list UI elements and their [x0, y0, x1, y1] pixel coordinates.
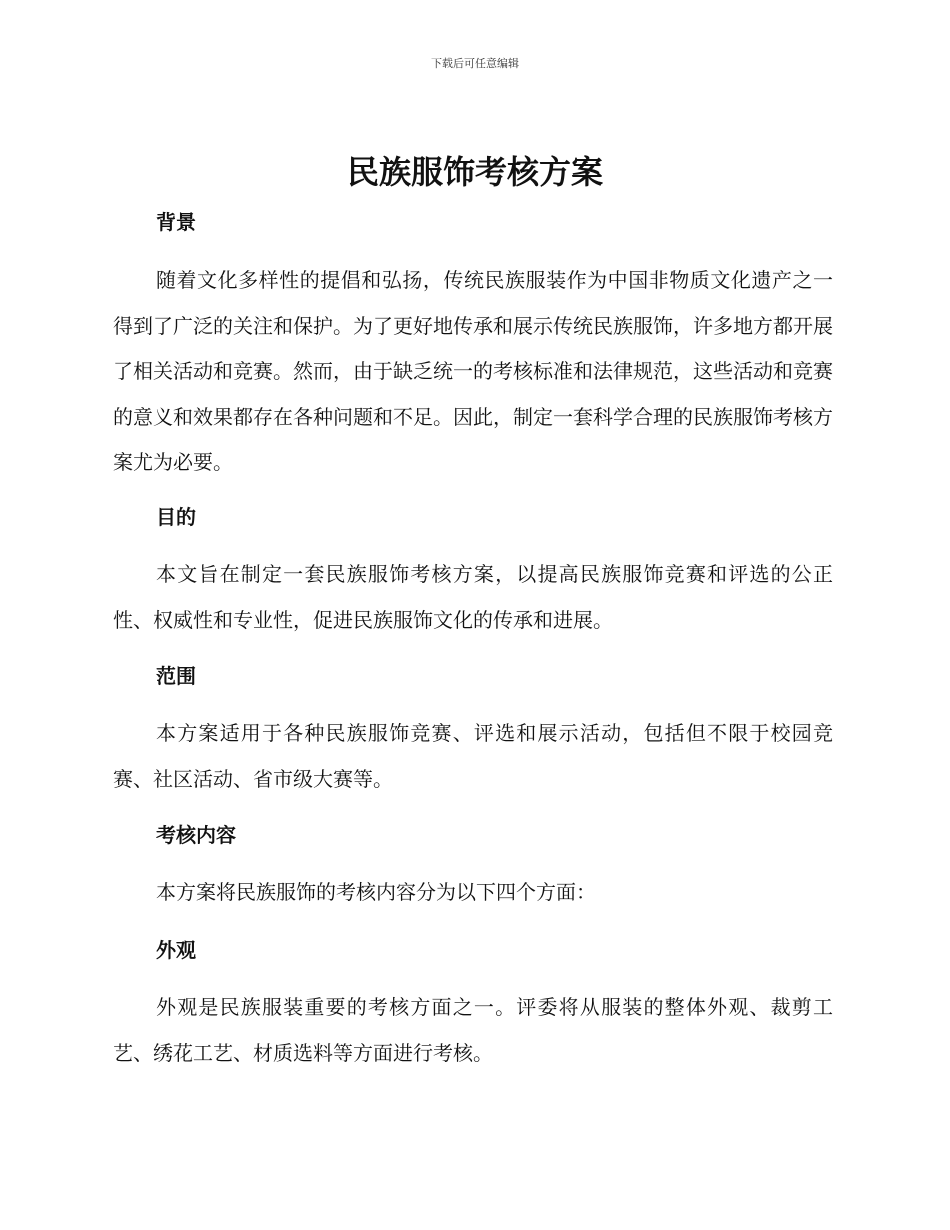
section-paragraph-background: 随着文化多样性的提倡和弘扬，传统民族服装作为中国非物质文化遗产之一得到了广泛的关注和保护。为了更好地传承和展示传统民族服饰，许多地方都开展了相关活动和竞赛。然而，由于缺乏统一的考核标准和法律规范，这些活动和竞赛的意义和效果都存在各种问题和不足。因此，制定一套科学合理的民族服饰考核方案尤为必要。: [113, 268, 833, 474]
section-heading-assessment-content: 考核内容: [156, 823, 236, 847]
section-heading-appearance: 外观: [156, 938, 196, 962]
section-heading-background: 背景: [156, 210, 196, 234]
section-heading-scope: 范围: [156, 664, 196, 688]
section-paragraph-appearance: 外观是民族服装重要的考核方面之一。评委将从服装的整体外观、裁剪工艺、绣花工艺、材质选料等方面进行考核。: [113, 995, 833, 1065]
section-heading-purpose: 目的: [156, 505, 196, 529]
section-paragraph-assessment-content: 本方案将民族服饰的考核内容分为以下四个方面：: [156, 880, 596, 904]
page-header-note: 下载后可任意编辑: [431, 57, 519, 70]
section-paragraph-purpose: 本文旨在制定一套民族服饰考核方案，以提高民族服饰竞赛和评选的公正性、权威性和专业性，促进民族服饰文化的传承和进展。: [113, 562, 833, 632]
document-title: 民族服饰考核方案: [346, 153, 603, 191]
section-paragraph-scope: 本方案适用于各种民族服饰竞赛、评选和展示活动，包括但不限于校园竞赛、社区活动、省市级大赛等。: [113, 721, 833, 791]
